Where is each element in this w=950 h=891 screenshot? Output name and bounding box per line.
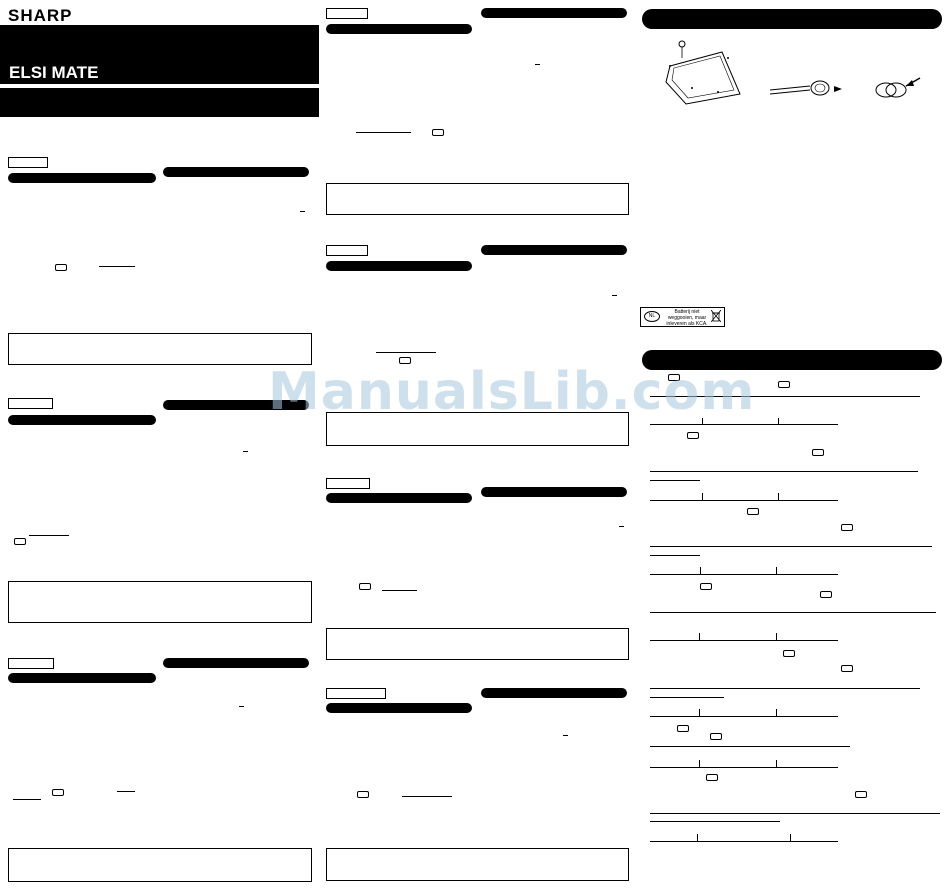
key-icon (687, 432, 699, 439)
note-box (326, 183, 629, 215)
section-heading-bar (481, 688, 627, 698)
section-heading-bar (163, 658, 309, 668)
table-divider (776, 567, 777, 575)
table-rule (650, 424, 838, 425)
rule (650, 746, 850, 747)
rule (650, 821, 780, 822)
underline (356, 132, 411, 133)
battery-disposal-notice (640, 307, 725, 327)
key-icon (52, 789, 64, 796)
section-heading-bar (8, 673, 156, 683)
note-box (8, 333, 312, 365)
section-heading-bar (326, 493, 472, 503)
underline (99, 266, 135, 267)
rule (650, 480, 700, 481)
table-divider (702, 493, 703, 501)
rule (650, 555, 700, 556)
key-icon (432, 129, 444, 136)
section-label-box (326, 478, 370, 489)
section-heading-bar (8, 415, 156, 425)
key-icon (700, 583, 712, 590)
rule (650, 697, 724, 698)
note-box (8, 581, 312, 623)
screwdriver-battery-illustration (770, 74, 845, 104)
underline (117, 791, 135, 792)
section-heading-bar (481, 245, 627, 255)
key-icon (841, 524, 853, 531)
key-icon (841, 665, 853, 672)
table-rule (650, 574, 838, 575)
section-label-box (8, 398, 53, 409)
table-divider (776, 633, 777, 641)
section-heading-bar (481, 487, 627, 497)
section-label-box (8, 157, 48, 168)
product-name: ELSI MATE (9, 63, 99, 82)
key-icon (783, 650, 795, 657)
note-box (8, 848, 312, 882)
note-box (326, 848, 629, 881)
key-icon (710, 733, 722, 740)
table-divider (699, 760, 700, 768)
title-band-bottom (0, 88, 319, 117)
rule (650, 688, 920, 689)
section-heading-bar (326, 261, 472, 271)
underline (29, 535, 69, 536)
section-heading-bar (163, 167, 309, 177)
key-icon (359, 583, 371, 590)
section-heading-bar (326, 24, 472, 34)
text-dash (243, 451, 248, 452)
table-divider (699, 633, 700, 641)
note-box (326, 628, 629, 660)
underline (402, 796, 452, 797)
key-icon (820, 591, 832, 598)
table-divider (790, 834, 791, 842)
table-rule (650, 716, 838, 717)
table-divider (776, 760, 777, 768)
text-dash (563, 735, 568, 736)
key-icon (747, 508, 759, 515)
table-divider (778, 493, 779, 501)
table-rule (650, 500, 838, 501)
table-rule (650, 841, 838, 842)
section-label-box (8, 658, 54, 669)
key-icon (357, 791, 369, 798)
key-icon (706, 774, 718, 781)
table-rule (650, 640, 838, 641)
section-label-box (326, 245, 368, 256)
text-dash (535, 64, 540, 65)
section-label-box (326, 8, 368, 19)
battery-disposal-text: Batterij niet weggooien, maar inleveren als KCA. (666, 309, 708, 327)
section-label-box (326, 688, 386, 699)
battery-insert-illustration (872, 74, 927, 104)
section-heading-bar (481, 8, 627, 18)
key-icon (14, 538, 26, 545)
text-dash (619, 526, 624, 527)
brand-logo: SHARP (8, 6, 73, 25)
key-icon (855, 791, 867, 798)
table-divider (778, 418, 779, 425)
rule (650, 813, 940, 814)
table-divider (700, 567, 701, 575)
crossed-bin-icon (711, 310, 721, 322)
rule (650, 612, 936, 613)
key-icon (812, 449, 824, 456)
text-dash (300, 211, 305, 212)
underline (382, 590, 417, 591)
rule (650, 471, 918, 472)
rule (650, 546, 932, 547)
text-dash (612, 295, 617, 296)
key-icon (55, 264, 67, 271)
country-code: NL (644, 311, 660, 322)
section-heading-bar-battery (642, 9, 942, 29)
underline (376, 352, 436, 353)
table-divider (776, 709, 777, 717)
watermark-text: ManualsLib.com (268, 362, 756, 422)
key-icon (778, 381, 790, 388)
calculator-back-illustration (662, 38, 742, 108)
text-dash (239, 706, 244, 707)
table-rule (650, 767, 838, 768)
table-divider (699, 709, 700, 717)
underline (13, 799, 41, 800)
table-divider (697, 834, 698, 842)
section-heading-bar (326, 703, 472, 713)
key-icon (677, 725, 689, 732)
section-heading-bar (8, 173, 156, 183)
